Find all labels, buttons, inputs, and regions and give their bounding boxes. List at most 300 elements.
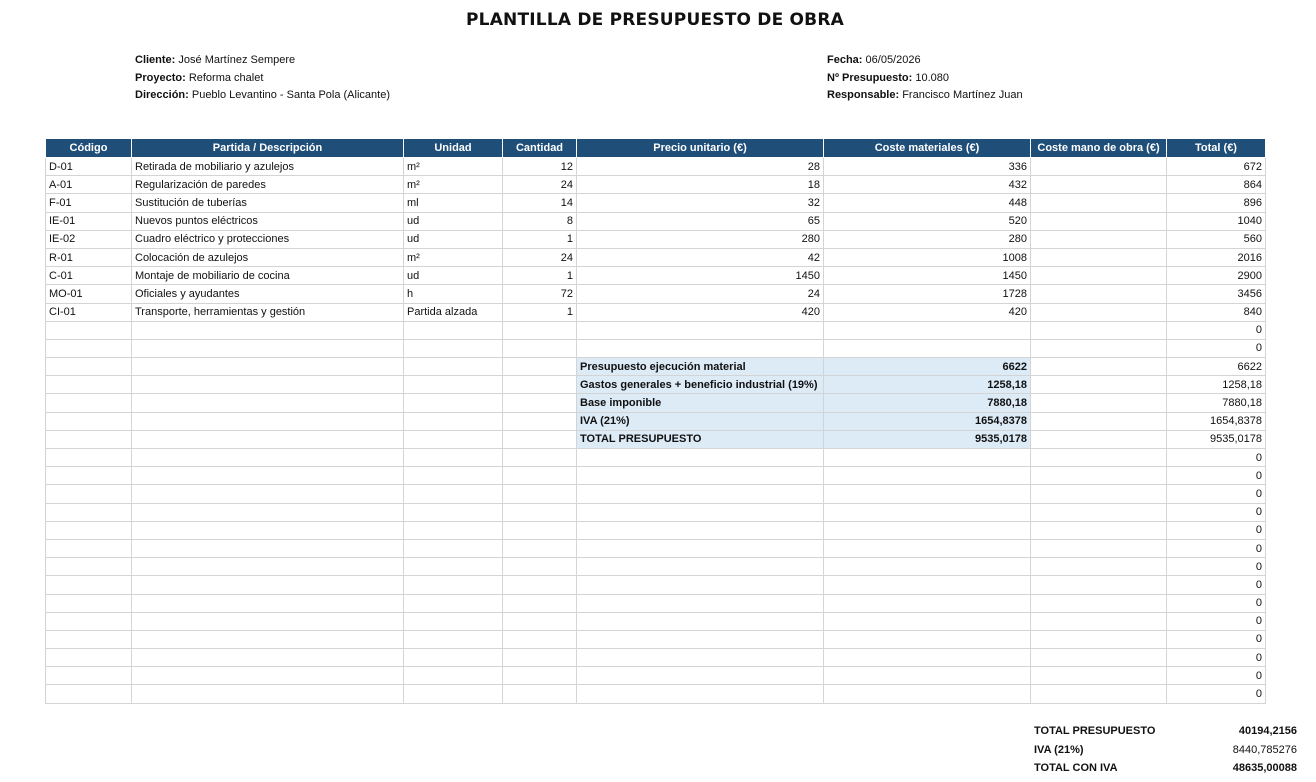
cell-descripcion[interactable] (132, 521, 404, 539)
cell-codigo[interactable] (46, 394, 132, 412)
cell-descripcion[interactable] (132, 358, 404, 376)
cell-cantidad[interactable]: 14 (503, 194, 577, 212)
cell-mano-obra[interactable] (1031, 685, 1167, 703)
cell-unidad[interactable] (404, 649, 503, 667)
summary-label[interactable]: TOTAL PRESUPUESTO (577, 430, 824, 448)
table-row (46, 467, 1266, 485)
cell-precio[interactable] (577, 685, 824, 703)
cell-mano-obra[interactable] (1031, 558, 1167, 576)
cell-precio[interactable]: 32 (577, 194, 824, 212)
cell-descripcion[interactable]: Cuadro eléctrico y protecciones (132, 230, 404, 248)
summary-label[interactable]: Gastos generales + beneficio industrial (19%) (577, 376, 824, 394)
cell-mano-obra[interactable] (1031, 576, 1167, 594)
cell-total[interactable]: 0 (1167, 576, 1266, 594)
cell-cantidad[interactable]: 8 (503, 212, 577, 230)
cell-precio[interactable] (577, 539, 824, 557)
col-header-mano-obra[interactable]: Coste mano de obra (€) (1031, 139, 1167, 158)
cell-mano-obra[interactable] (1031, 321, 1167, 339)
cell-codigo[interactable] (46, 412, 132, 430)
cell-unidad[interactable] (404, 594, 503, 612)
cell-codigo[interactable] (46, 558, 132, 576)
cell-precio[interactable] (577, 594, 824, 612)
date-value: 06/05/2026 (865, 54, 921, 66)
cell-descripcion[interactable] (132, 649, 404, 667)
cell-descripcion[interactable]: Retirada de mobiliario y azulejos (132, 158, 404, 176)
cell-cantidad[interactable] (503, 612, 577, 630)
cell-unidad[interactable]: Partida alzada (404, 303, 503, 321)
cell-unidad[interactable] (404, 558, 503, 576)
grand-iva-label: IVA (21%) (1034, 743, 1084, 756)
cell-unidad[interactable] (404, 376, 503, 394)
cell-precio[interactable]: 18 (577, 176, 824, 194)
col-header-materiales[interactable]: Coste materiales (€) (824, 139, 1031, 158)
table-header-row (46, 139, 1266, 158)
table-row (46, 303, 1266, 321)
cell-descripcion[interactable]: Montaje de mobiliario de cocina (132, 267, 404, 285)
cell-materiales[interactable] (824, 449, 1031, 467)
cell-unidad[interactable]: ud (404, 267, 503, 285)
cell-total[interactable]: 1040 (1167, 212, 1266, 230)
project-line (135, 70, 390, 88)
client-value: José Martínez Sempere (178, 54, 296, 66)
cell-materiales[interactable] (824, 685, 1031, 703)
cell-materiales[interactable]: 1008 (824, 248, 1031, 266)
cell-codigo[interactable] (46, 667, 132, 685)
cell-unidad[interactable] (404, 630, 503, 648)
cell-cantidad[interactable]: 24 (503, 176, 577, 194)
cell-descripcion[interactable] (132, 321, 404, 339)
cell-cantidad[interactable] (503, 358, 577, 376)
cell-precio[interactable] (577, 467, 824, 485)
cell-codigo[interactable]: A-01 (46, 176, 132, 194)
table-row (46, 521, 1266, 539)
cell-mano-obra[interactable] (1031, 612, 1167, 630)
cell-precio[interactable] (577, 485, 824, 503)
table-row (46, 285, 1266, 303)
cell-unidad[interactable]: ud (404, 212, 503, 230)
cell-total[interactable]: 7880,18 (1167, 394, 1266, 412)
cell-unidad[interactable]: h (404, 285, 503, 303)
cell-precio[interactable]: 42 (577, 248, 824, 266)
cell-cantidad[interactable]: 1 (503, 303, 577, 321)
client-line (135, 52, 390, 70)
table-row (46, 558, 1266, 576)
cell-total[interactable]: 0 (1167, 685, 1266, 703)
cell-descripcion[interactable] (132, 576, 404, 594)
cell-mano-obra[interactable] (1031, 467, 1167, 485)
cell-cantidad[interactable] (503, 539, 577, 557)
cell-descripcion[interactable]: Nuevos puntos eléctricos (132, 212, 404, 230)
cell-mano-obra[interactable] (1031, 394, 1167, 412)
cell-codigo[interactable] (46, 685, 132, 703)
cell-cantidad[interactable] (503, 667, 577, 685)
cell-unidad[interactable] (404, 521, 503, 539)
table-row (46, 267, 1266, 285)
cell-total[interactable]: 0 (1167, 594, 1266, 612)
cell-descripcion[interactable] (132, 339, 404, 357)
summary-value[interactable]: 1654,8378 (824, 412, 1031, 430)
cell-precio[interactable] (577, 576, 824, 594)
cell-codigo[interactable]: D-01 (46, 158, 132, 176)
cell-descripcion[interactable] (132, 376, 404, 394)
budget-info (827, 52, 1023, 105)
cell-codigo[interactable] (46, 576, 132, 594)
cell-mano-obra[interactable] (1031, 339, 1167, 357)
cell-descripcion[interactable]: Sustitución de tuberías (132, 194, 404, 212)
cell-total[interactable]: 840 (1167, 303, 1266, 321)
cell-cantidad[interactable] (503, 467, 577, 485)
cell-precio[interactable] (577, 521, 824, 539)
cell-total[interactable]: 0 (1167, 339, 1266, 357)
summary-label[interactable]: Presupuesto ejecución material (577, 358, 824, 376)
page-title: PLANTILLA DE PRESUPUESTO DE OBRA (466, 10, 844, 30)
cell-unidad[interactable] (404, 339, 503, 357)
grand-total-row (1034, 722, 1297, 741)
cell-mano-obra[interactable] (1031, 594, 1167, 612)
cell-mano-obra[interactable] (1031, 194, 1167, 212)
table-row (46, 612, 1266, 630)
table-row (46, 194, 1266, 212)
table-row (46, 685, 1266, 703)
cell-precio[interactable]: 28 (577, 158, 824, 176)
cell-cantidad[interactable] (503, 594, 577, 612)
table-row (46, 539, 1266, 557)
table-row (46, 667, 1266, 685)
cell-materiales[interactable]: 1450 (824, 267, 1031, 285)
cell-materiales[interactable] (824, 630, 1031, 648)
cell-precio[interactable] (577, 321, 824, 339)
cell-unidad[interactable] (404, 539, 503, 557)
cell-codigo[interactable] (46, 467, 132, 485)
cell-precio[interactable] (577, 558, 824, 576)
cell-codigo[interactable] (46, 521, 132, 539)
cell-descripcion[interactable] (132, 630, 404, 648)
cell-descripcion[interactable]: Transporte, herramientas y gestión (132, 303, 404, 321)
cell-precio[interactable]: 24 (577, 285, 824, 303)
cell-total[interactable]: 0 (1167, 321, 1266, 339)
cell-cantidad[interactable] (503, 394, 577, 412)
cell-codigo[interactable] (46, 630, 132, 648)
cell-cantidad[interactable]: 1 (503, 230, 577, 248)
cell-codigo[interactable]: IE-01 (46, 212, 132, 230)
summary-label[interactable]: Base imponible (577, 394, 824, 412)
col-header-codigo[interactable]: Código (46, 139, 132, 158)
cell-unidad[interactable]: ud (404, 230, 503, 248)
cell-descripcion[interactable] (132, 503, 404, 521)
grand-iva-value[interactable]: 8440,785276 (1232, 743, 1297, 756)
cell-materiales[interactable]: 1728 (824, 285, 1031, 303)
cell-total[interactable]: 560 (1167, 230, 1266, 248)
cell-cantidad[interactable] (503, 685, 577, 703)
cell-cantidad[interactable]: 1 (503, 267, 577, 285)
cell-descripcion[interactable] (132, 485, 404, 503)
cell-cantidad[interactable] (503, 649, 577, 667)
cell-unidad[interactable]: ml (404, 194, 503, 212)
cell-mano-obra[interactable] (1031, 358, 1167, 376)
cell-cantidad[interactable] (503, 412, 577, 430)
cell-total[interactable]: 0 (1167, 485, 1266, 503)
cell-materiales[interactable] (824, 521, 1031, 539)
cell-mano-obra[interactable] (1031, 430, 1167, 448)
budget-table (45, 138, 1266, 704)
cell-descripcion[interactable]: Oficiales y ayudantes (132, 285, 404, 303)
cell-total[interactable]: 0 (1167, 667, 1266, 685)
table-row (46, 176, 1266, 194)
cell-unidad[interactable]: m² (404, 176, 503, 194)
cell-unidad[interactable] (404, 503, 503, 521)
summary-label[interactable]: IVA (21%) (577, 412, 824, 430)
cell-precio[interactable] (577, 503, 824, 521)
cell-unidad[interactable] (404, 667, 503, 685)
cell-codigo[interactable] (46, 339, 132, 357)
summary-value[interactable]: 9535,0178 (824, 430, 1031, 448)
project-label: Proyecto: (135, 71, 186, 84)
cell-materiales[interactable]: 432 (824, 176, 1031, 194)
cell-total[interactable]: 1654,8378 (1167, 412, 1266, 430)
cell-unidad[interactable] (404, 358, 503, 376)
table-row (46, 630, 1266, 648)
col-header-descripcion[interactable]: Partida / Descripción (132, 139, 404, 158)
cell-cantidad[interactable] (503, 321, 577, 339)
cell-total[interactable]: 0 (1167, 503, 1266, 521)
cell-cantidad[interactable] (503, 339, 577, 357)
cell-total[interactable]: 2900 (1167, 267, 1266, 285)
cell-cantidad[interactable] (503, 485, 577, 503)
cell-codigo[interactable]: F-01 (46, 194, 132, 212)
cell-unidad[interactable] (404, 394, 503, 412)
cell-codigo[interactable] (46, 358, 132, 376)
cell-mano-obra[interactable] (1031, 212, 1167, 230)
cell-total[interactable]: 0 (1167, 521, 1266, 539)
grand-total-iva-label: TOTAL CON IVA (1034, 762, 1118, 775)
cell-descripcion[interactable] (132, 449, 404, 467)
cell-mano-obra[interactable] (1031, 158, 1167, 176)
cell-total[interactable]: 0 (1167, 467, 1266, 485)
cell-codigo[interactable]: MO-01 (46, 285, 132, 303)
cell-precio[interactable]: 280 (577, 230, 824, 248)
cell-unidad[interactable] (404, 485, 503, 503)
cell-precio[interactable] (577, 667, 824, 685)
cell-unidad[interactable]: m² (404, 158, 503, 176)
responsible-line (827, 87, 1023, 105)
cell-total[interactable]: 9535,0178 (1167, 430, 1266, 448)
cell-mano-obra[interactable] (1031, 521, 1167, 539)
cell-precio[interactable] (577, 649, 824, 667)
summary-value[interactable]: 6622 (824, 358, 1031, 376)
cell-cantidad[interactable] (503, 449, 577, 467)
cell-codigo[interactable] (46, 503, 132, 521)
cell-descripcion[interactable] (132, 558, 404, 576)
cell-total[interactable]: 864 (1167, 176, 1266, 194)
cell-cantidad[interactable] (503, 376, 577, 394)
cell-materiales[interactable] (824, 558, 1031, 576)
cell-codigo[interactable]: C-01 (46, 267, 132, 285)
cell-precio[interactable] (577, 449, 824, 467)
table-row (46, 412, 1266, 430)
cell-total[interactable]: 2016 (1167, 248, 1266, 266)
col-header-total[interactable]: Total (€) (1167, 139, 1266, 158)
cell-materiales[interactable] (824, 576, 1031, 594)
table-row (46, 594, 1266, 612)
cell-mano-obra[interactable] (1031, 376, 1167, 394)
cell-descripcion[interactable] (132, 594, 404, 612)
cell-cantidad[interactable] (503, 503, 577, 521)
cell-total[interactable]: 0 (1167, 539, 1266, 557)
cell-cantidad[interactable] (503, 630, 577, 648)
cell-descripcion[interactable] (132, 467, 404, 485)
cell-precio[interactable]: 65 (577, 212, 824, 230)
table-row (46, 576, 1266, 594)
cell-materiales[interactable] (824, 485, 1031, 503)
cell-descripcion[interactable] (132, 539, 404, 557)
cell-mano-obra[interactable] (1031, 176, 1167, 194)
cell-materiales[interactable] (824, 594, 1031, 612)
cell-codigo[interactable] (46, 485, 132, 503)
cell-mano-obra[interactable] (1031, 412, 1167, 430)
table-row (46, 212, 1266, 230)
grand-iva-row (1034, 741, 1297, 760)
cell-descripcion[interactable]: Colocación de azulejos (132, 248, 404, 266)
table-row (46, 376, 1266, 394)
cell-mano-obra[interactable] (1031, 248, 1167, 266)
cell-descripcion[interactable] (132, 412, 404, 430)
cell-unidad[interactable] (404, 576, 503, 594)
cell-descripcion[interactable] (132, 685, 404, 703)
table-row (46, 449, 1266, 467)
cell-mano-obra[interactable] (1031, 649, 1167, 667)
cell-materiales[interactable]: 520 (824, 212, 1031, 230)
cell-materiales[interactable]: 336 (824, 158, 1031, 176)
cell-unidad[interactable] (404, 412, 503, 430)
cell-cantidad[interactable] (503, 558, 577, 576)
cell-materiales[interactable]: 280 (824, 230, 1031, 248)
cell-mano-obra[interactable] (1031, 230, 1167, 248)
cell-total[interactable]: 3456 (1167, 285, 1266, 303)
grand-total-value[interactable]: 40194,2156 (1238, 725, 1297, 738)
cell-total[interactable]: 0 (1167, 630, 1266, 648)
cell-unidad[interactable] (404, 449, 503, 467)
cell-materiales[interactable] (824, 667, 1031, 685)
col-header-unidad[interactable]: Unidad (404, 139, 503, 158)
cell-unidad[interactable]: m² (404, 248, 503, 266)
cell-precio[interactable] (577, 612, 824, 630)
col-header-cantidad[interactable]: Cantidad (503, 139, 577, 158)
cell-codigo[interactable]: CI-01 (46, 303, 132, 321)
cell-mano-obra[interactable] (1031, 630, 1167, 648)
cell-mano-obra[interactable] (1031, 485, 1167, 503)
cell-materiales[interactable] (824, 467, 1031, 485)
table-row (46, 649, 1266, 667)
table-row (46, 430, 1266, 448)
cell-total[interactable]: 0 (1167, 558, 1266, 576)
cell-total[interactable]: 896 (1167, 194, 1266, 212)
cell-codigo[interactable] (46, 594, 132, 612)
table-row (46, 358, 1266, 376)
summary-value[interactable]: 7880,18 (824, 394, 1031, 412)
cell-mano-obra[interactable] (1031, 449, 1167, 467)
grand-total-iva-value[interactable]: 48635,00088 (1232, 762, 1297, 775)
grand-total-label: TOTAL PRESUPUESTO (1034, 725, 1156, 738)
table-row (46, 394, 1266, 412)
client-label: Cliente: (135, 54, 176, 66)
cell-materiales[interactable] (824, 649, 1031, 667)
cell-codigo[interactable] (46, 649, 132, 667)
cell-descripcion[interactable] (132, 612, 404, 630)
cell-cantidad[interactable]: 24 (503, 248, 577, 266)
table-row (46, 230, 1266, 248)
project-value: Reforma chalet (188, 71, 264, 84)
cell-codigo[interactable]: IE-02 (46, 230, 132, 248)
cell-total[interactable]: 1258,18 (1167, 376, 1266, 394)
address-label: Dirección: (135, 89, 189, 101)
summary-value[interactable]: 1258,18 (824, 376, 1031, 394)
table-row (46, 321, 1266, 339)
cell-codigo[interactable] (46, 612, 132, 630)
cell-unidad[interactable] (404, 467, 503, 485)
cell-precio[interactable] (577, 339, 824, 357)
cell-cantidad[interactable]: 72 (503, 285, 577, 303)
cell-unidad[interactable] (404, 685, 503, 703)
cell-materiales[interactable] (824, 339, 1031, 357)
cell-mano-obra[interactable] (1031, 285, 1167, 303)
table-row (46, 485, 1266, 503)
cell-total[interactable]: 6622 (1167, 358, 1266, 376)
cell-precio[interactable]: 1450 (577, 267, 824, 285)
cell-materiales[interactable] (824, 321, 1031, 339)
cell-descripcion[interactable] (132, 430, 404, 448)
cell-codigo[interactable] (46, 376, 132, 394)
responsible-label: Responsable: (827, 89, 900, 101)
cell-mano-obra[interactable] (1031, 539, 1167, 557)
cell-mano-obra[interactable] (1031, 267, 1167, 285)
cell-precio[interactable]: 420 (577, 303, 824, 321)
cell-materiales[interactable] (824, 612, 1031, 630)
cell-descripcion[interactable]: Regularización de paredes (132, 176, 404, 194)
cell-cantidad[interactable] (503, 430, 577, 448)
cell-unidad[interactable] (404, 612, 503, 630)
cell-unidad[interactable] (404, 321, 503, 339)
cell-cantidad[interactable] (503, 521, 577, 539)
cell-total[interactable]: 0 (1167, 649, 1266, 667)
col-header-precio[interactable]: Precio unitario (€) (577, 139, 824, 158)
cell-codigo[interactable] (46, 449, 132, 467)
cell-codigo[interactable] (46, 430, 132, 448)
cell-total[interactable]: 672 (1167, 158, 1266, 176)
cell-materiales[interactable] (824, 503, 1031, 521)
grand-total-iva-row (1034, 759, 1297, 778)
cell-mano-obra[interactable] (1031, 667, 1167, 685)
cell-materiales[interactable]: 448 (824, 194, 1031, 212)
cell-total[interactable]: 0 (1167, 612, 1266, 630)
cell-unidad[interactable] (404, 430, 503, 448)
cell-total[interactable]: 0 (1167, 449, 1266, 467)
cell-codigo[interactable] (46, 321, 132, 339)
responsible-value: Francisco Martínez Juan (902, 89, 1023, 101)
number-label: Nº Presupuesto: (827, 71, 913, 84)
cell-codigo[interactable]: R-01 (46, 248, 132, 266)
cell-mano-obra[interactable] (1031, 303, 1167, 321)
table-row (46, 503, 1266, 521)
cell-descripcion[interactable] (132, 394, 404, 412)
cell-materiales[interactable] (824, 539, 1031, 557)
cell-mano-obra[interactable] (1031, 503, 1167, 521)
cell-descripcion[interactable] (132, 667, 404, 685)
cell-codigo[interactable] (46, 539, 132, 557)
cell-cantidad[interactable] (503, 576, 577, 594)
cell-cantidad[interactable]: 12 (503, 158, 577, 176)
cell-precio[interactable] (577, 630, 824, 648)
cell-materiales[interactable]: 420 (824, 303, 1031, 321)
